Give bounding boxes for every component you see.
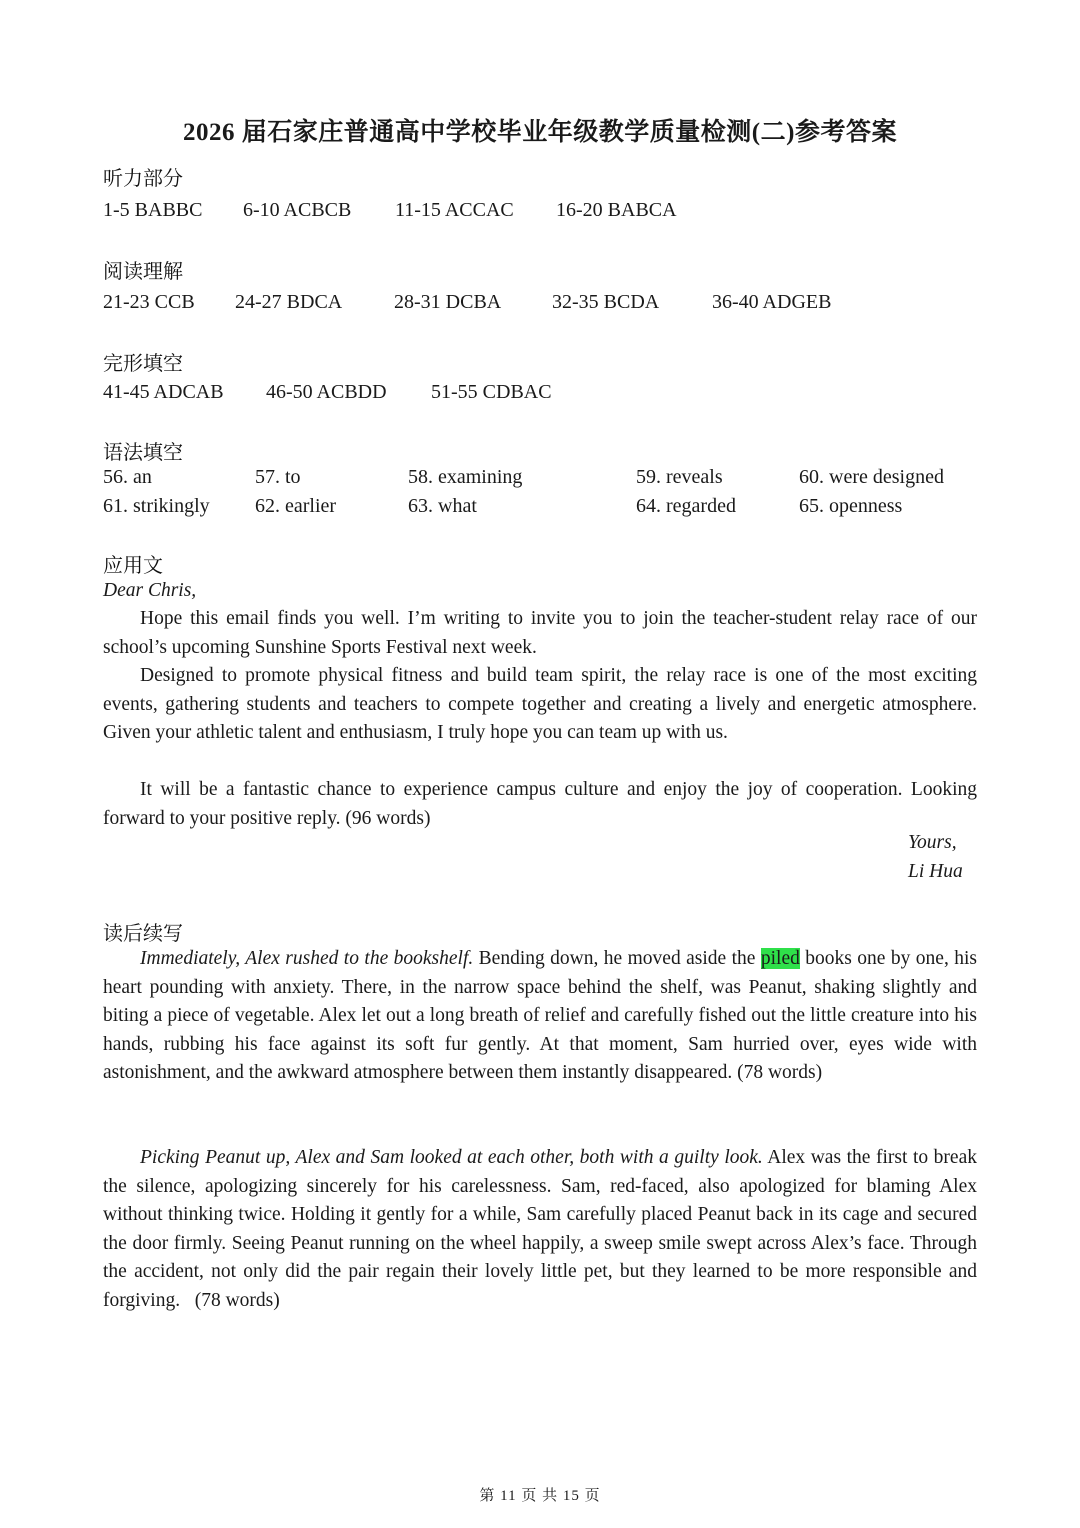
highlighted-word: piled <box>760 948 800 969</box>
answer-item: 61. strikingly <box>103 495 210 517</box>
continuation-paragraph-2 <box>103 1144 977 1315</box>
answer-item: 60. were designed <box>799 466 944 488</box>
answer-group: 36-40 ADGEB <box>712 291 832 313</box>
answer-group: 51-55 CDBAC <box>431 381 552 403</box>
answer-group: 6-10 ACBCB <box>243 199 352 221</box>
answer-group: 11-15 ACCAC <box>395 199 514 221</box>
paragraph-text: books one by one, his heart pounding with anxiety. There, in the narrow space behind the shelf, was Peanut, shaking slightly and biting a piece of vegetable. Alex let out a long breath of relief and carefully fished out the little creature into his hands, rubbing his face against its soft fur gently. At that moment, Sam hurried over, eyes wide with astonishment, and the awkward atmosphere between them instantly disappeared. (78 words) <box>103 948 977 1083</box>
continuation-heading: 读后续写 <box>103 921 183 945</box>
answer-item: 58. examining <box>408 466 523 488</box>
answer-item: 56. an <box>103 466 152 488</box>
page-footer: 第 11 页 共 15 页 <box>479 1488 601 1504</box>
answer-item: 64. regarded <box>636 495 736 517</box>
answer-group: 32-35 BCDA <box>552 291 660 313</box>
given-sentence: Immediately, Alex rushed to the bookshelf. <box>140 948 474 969</box>
writing-heading: 应用文 <box>103 553 163 577</box>
answer-group: 46-50 ACBDD <box>266 381 387 403</box>
page-title: 2026 届石家庄普通高中学校毕业年级教学质量检测(二)参考答案 <box>183 119 897 146</box>
paragraph-text: Bending down, he moved aside the <box>473 948 761 969</box>
answer-item: 63. what <box>408 495 477 517</box>
answer-group: 1-5 BABBC <box>103 199 203 221</box>
letter-salutation: Dear Chris, <box>103 580 197 601</box>
answer-item: 65. openness <box>799 495 903 517</box>
letter-paragraph: It will be a fantastic chance to experience campus culture and enjoy the joy of cooperation. Looking forward to your positive reply. (96 words) <box>103 779 977 829</box>
given-sentence: Picking Peanut up, Alex and Sam looked at each other, both with a guilty look. <box>140 1147 763 1168</box>
paragraph-text: Alex was the first to break the silence, apologizing sincerely for his carelessness. Sam, red-faced, also apologized for blaming Alex without thinking twice. Holding it gently for a while, Sam carefully placed Peanut back in its cage and secured the door firmly. Seeing Peanut running on the wheel happily, a sweep smile swept across Alex’s face. Through the accident, not only did the pair regain their lovely little pet, but they learned to be more responsible and forgiving. (78 words) <box>103 1147 977 1311</box>
grammar-heading: 语法填空 <box>103 440 183 464</box>
letter-signature: Li Hua <box>908 861 963 882</box>
answer-group: 24-27 BDCA <box>235 291 343 313</box>
letter-paragraph: Designed to promote physical fitness and build team spirit, the relay race is one of the most exciting events, gathering students and teachers to compete together and creating a lively and energetic atmosphere. Given your athletic talent and enthusiasm, I truly hope you can team up with us. <box>103 665 977 743</box>
cloze-heading: 完形填空 <box>103 351 183 375</box>
answer-group: 16-20 BABCA <box>556 199 677 221</box>
reading-heading: 阅读理解 <box>103 259 183 283</box>
continuation-paragraph-1 <box>103 945 977 1088</box>
answer-group: 21-23 CCB <box>103 291 195 313</box>
answer-item: 57. to <box>255 466 301 488</box>
answer-item: 59. reveals <box>636 466 723 488</box>
answer-item: 62. earlier <box>255 495 337 517</box>
listening-heading: 听力部分 <box>103 166 183 190</box>
letter-paragraph: Hope this email finds you well. I’m writing to invite you to join the teacher-student relay race of our school’s upcoming Sunshine Sports Festival next week. <box>103 608 977 658</box>
answer-group: 41-45 ADCAB <box>103 381 224 403</box>
answer-group: 28-31 DCBA <box>394 291 502 313</box>
letter-closing: Yours, <box>908 832 957 853</box>
